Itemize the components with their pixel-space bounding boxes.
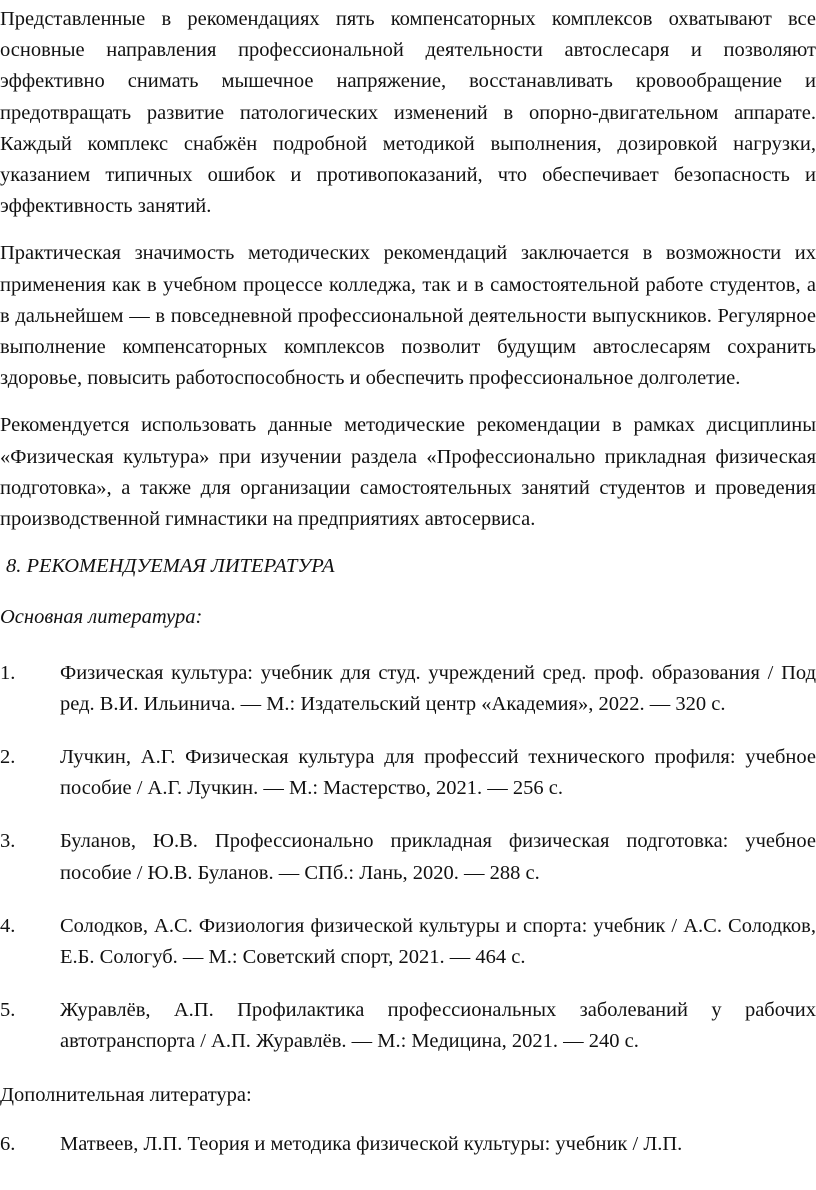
reference-number: 6. <box>0 1132 16 1155</box>
reference-number: 4. <box>0 914 16 937</box>
additional-literature-heading: Дополнительная литература: <box>0 1083 252 1106</box>
reference-item <box>0 995 816 1057</box>
reference-item <box>0 742 816 804</box>
reference-number: 1. <box>0 661 16 684</box>
reference-text: Лучкин, А.Г. Физическая культура для профессий технического профиля: учебное пособие / А.Г. Лучкин. — М.: Мастерство, 2021. — 256 с. <box>60 746 816 800</box>
paragraph-practical-significance: Практическая значимость методических рекомендаций заключается в возможности их применения как в учебном процессе колледжа, так и в самостоятельной работе студентов, а в дальнейшем — в повседневной профессиональной деятельности выпускников. Регулярное выполнение компенсаторных комплексов позволит будущим автослесарям сохранить здоровье, повысить работоспособность и обеспечить профессиональное долголетие. <box>0 242 816 390</box>
reference-text: Буланов, Ю.В. Профессионально прикладная физическая подготовка: учебное пособие / Ю.В. Буланов. — СПб.: Лань, 2020. — 288 с. <box>60 830 816 884</box>
reference-text: Физическая культура: учебник для студ. учреждений сред. проф. образования / Под ред. В.И. Ильинича. — М.: Издательский центр «Академия», 2022. — 320 с. <box>60 661 816 715</box>
reference-number: 5. <box>0 999 16 1022</box>
paragraph-usage-recommendation: Рекомендуется использовать данные методические рекомендации в рамках дисциплины «Физическая культура» при изучении раздела «Профессионально прикладная физическая подготовка», а также для организации самостоятельных занятий студентов и проведения производственной гимнастики на предприятиях автосервиса. <box>0 414 816 531</box>
reference-number: 2. <box>0 746 16 769</box>
reference-text: Солодков, А.С. Физиология физической культуры и спорта: учебник / А.С. Солодков, Е.Б. Сологуб. — М.: Советский спорт, 2021. — 464 с. <box>60 914 816 969</box>
reference-number: 3. <box>0 830 16 853</box>
reference-text: Матвеев, Л.П. Теория и методика физической культуры: учебник / Л.П. <box>60 1132 683 1155</box>
reference-item <box>0 826 816 888</box>
main-literature-list <box>0 658 816 1058</box>
paragraph-complexes-summary: Представленные в рекомендациях пять компенсаторных комплексов охватывают все основные направления профессиональной деятельности автослесаря и позволяют эффективно снимать мышечное напряжение, восстанавливать кровообращение и предотвращать развитие патологических изменений в опорно-двигательном аппарате. Каждый комплекс снабжён подробной методикой выполнения, дозировкой нагрузки, указанием типичных ошибок и противопоказаний, что обеспечивает безопасность и эффективность занятий. <box>0 8 816 218</box>
reference-text: Журавлёв, А.П. Профилактика профессиональных заболеваний у рабочих автотранспорта / А.П. Журавлёв. — М.: Медицина, 2021. — 240 с. <box>60 999 816 1053</box>
reference-item <box>0 658 816 720</box>
reference-item <box>0 911 816 973</box>
section-title-literature: 8. РЕКОМЕНДУЕМАЯ ЛИТЕРАТУРА <box>6 555 335 578</box>
reference-item <box>0 1129 816 1160</box>
additional-literature-list <box>0 1129 816 1160</box>
main-literature-heading: Основная литература: <box>0 606 203 629</box>
